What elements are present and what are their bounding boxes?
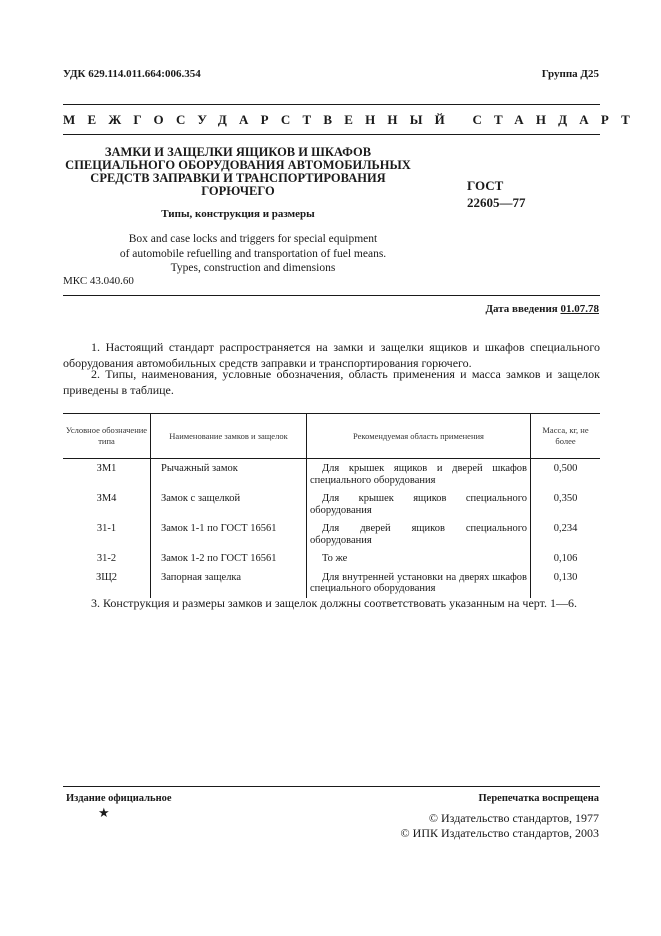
paragraph-2: 2. Типы, наименования, условные обозначения, область применения и масса замков и защелок приведены в таблице.	[63, 367, 600, 397]
group-code: Группа Д25	[541, 68, 599, 80]
document-subtitle: Типы, конструкция и размеры	[161, 208, 315, 220]
title-line: СРЕДСТВ ЗАПРАВКИ И ТРАНСПОРТИРОВАНИЯ	[90, 171, 386, 185]
header-name: Наименование замков и защелок	[151, 414, 307, 459]
copyright-2003: © ИПК Издательство стандартов, 2003	[400, 826, 599, 840]
table-header-row	[63, 414, 600, 459]
table-row	[63, 459, 600, 490]
effective-date	[485, 303, 599, 315]
table-row	[63, 549, 600, 568]
top-rule	[63, 104, 600, 105]
cell-mass: 0,500	[531, 459, 601, 490]
udk-code: УДК 629.114.011.664:006.354	[63, 68, 201, 80]
paragraph-3: 3. Конструкция и размеры замков и защелок должны соответствовать указанным на черт. 1—6.	[91, 596, 577, 610]
english-title-line: Box and case locks and triggers for special equipment	[128, 233, 378, 245]
cell-mass: 0,130	[531, 568, 601, 598]
footer-rule	[63, 786, 600, 787]
cell-type: ЗЩ2	[95, 571, 118, 583]
date-value: 01.07.78	[560, 303, 599, 315]
cell-name: Рычажный замок	[151, 459, 307, 490]
english-title-line: Types, construction and dimensions	[170, 262, 336, 274]
mks-code: МКС 43.040.60	[63, 275, 134, 287]
copyright-1977: © Издательство стандартов, 1977	[428, 811, 599, 825]
gost-label: ГОСТ	[467, 178, 504, 193]
english-title	[63, 232, 443, 276]
locks-table	[63, 413, 600, 598]
paragraph-1: 1. Настоящий стандарт распространяется на замки и защелки ящиков и шкафов специального оборудования автомобильных средств заправки и транспортирования горючего.	[63, 340, 600, 370]
date-label: Дата введения	[485, 303, 558, 315]
header-application: Рекомендуемая область применения	[307, 414, 531, 459]
reprint-notice: Перепечатка воспрещена	[478, 793, 599, 804]
official-edition: Издание официальное	[66, 793, 172, 804]
cell-name: Замок 1-1 по ГОСТ 16561	[151, 519, 307, 549]
cell-mass: 0,106	[531, 549, 601, 568]
document-title	[63, 146, 413, 198]
title-line: ГОРЮЧЕГО	[201, 184, 275, 198]
english-title-line: of automobile refuelling and transportation of fuel means.	[119, 247, 387, 260]
star-icon: ★	[98, 805, 110, 820]
cell-type: ЗМ1	[96, 463, 117, 474]
gost-number: 22605—77	[467, 195, 526, 210]
header-type: Условное обозначение типа	[63, 414, 151, 459]
cell-type: 31-1	[96, 523, 117, 534]
cell-type: ЗМ4	[96, 493, 117, 504]
cell-mass: 0,350	[531, 489, 601, 519]
cell-name: Замок 1-2 по ГОСТ 16561	[151, 549, 307, 568]
cell-name: Запорная защелка	[151, 568, 307, 598]
cell-name: Замок с защелкой	[151, 489, 307, 519]
standard-banner: МЕЖГОСУДАРСТВЕННЫЙ СТАНДАРТ	[63, 112, 643, 127]
header-mass: Масса, кг, не более	[531, 414, 601, 459]
title-line: СПЕЦИАЛЬНОГО ОБОРУДОВАНИЯ АВТОМОБИЛЬНЫХ	[65, 158, 411, 172]
table-row	[63, 568, 600, 598]
cell-mass: 0,234	[531, 519, 601, 549]
title-line: ЗАМКИ И ЗАЩЕЛКИ ЯЩИКОВ И ШКАФОВ	[104, 145, 372, 159]
cell-application: Для крышек ящиков и дверей шкафов специального оборудования	[307, 459, 531, 490]
cell-application: Для дверей ящиков специального оборудования	[307, 519, 531, 549]
gost-designation	[467, 177, 526, 211]
mks-rule	[63, 295, 600, 296]
cell-application: Для внутренней установки на дверях шкафов специального оборудования	[307, 568, 531, 598]
table-row	[63, 519, 600, 549]
table-row	[63, 489, 600, 519]
cell-application: То же	[307, 549, 531, 568]
cell-type: 31-2	[96, 553, 117, 564]
banner-rule	[63, 134, 600, 135]
cell-application: Для крышек ящиков специального оборудования	[307, 489, 531, 519]
